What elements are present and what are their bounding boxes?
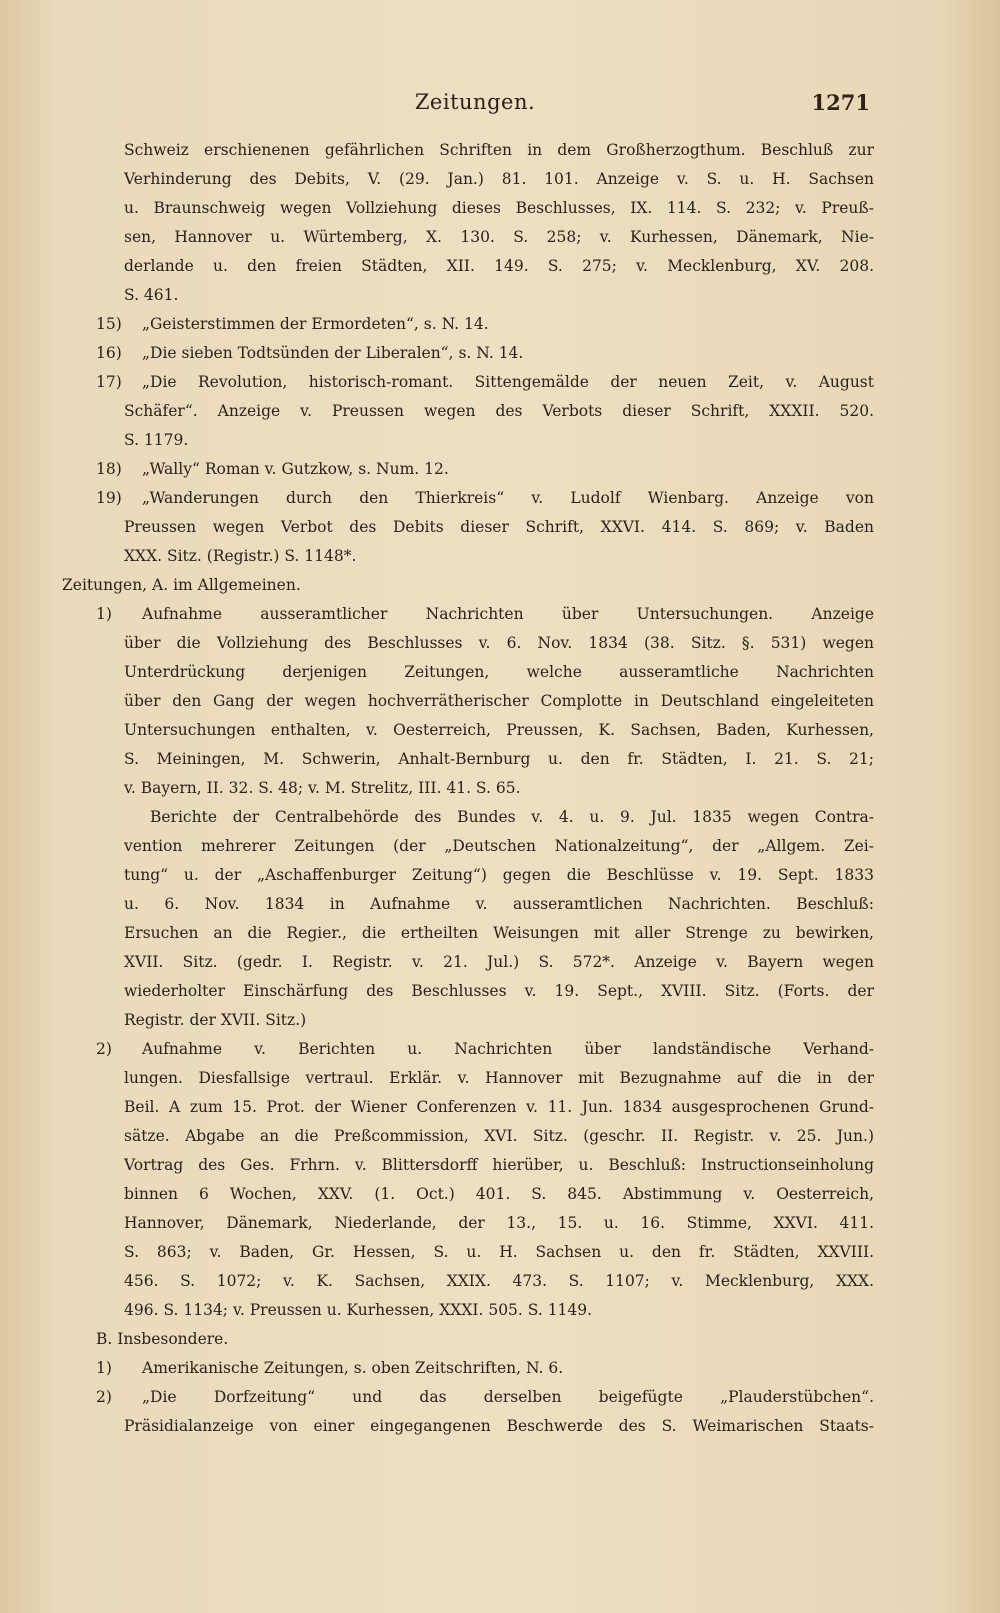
line-text: Beil. A zum 15. Prot. der Wiener Conferenzen v. 11. Jun. 1834 ausgesprochenen Grund- xyxy=(124,1098,874,1116)
entry-number: 1) xyxy=(96,605,112,623)
text-line xyxy=(62,1180,874,1209)
text-line xyxy=(62,600,874,629)
line-text: Vortrag des Ges. Frhrn. v. Blittersdorff hierüber, u. Beschluß: Instructionseinholung xyxy=(124,1156,874,1174)
line-text: über die Vollziehung des Beschlusses v. 6. Nov. 1834 (38. Sitz. §. 531) wegen xyxy=(124,634,874,652)
text-line xyxy=(62,194,874,223)
line-text: derlande u. den freien Städten, XII. 149. S. 275; v. Mecklenburg, XV. 208. xyxy=(124,257,874,275)
line-text: 456. S. 1072; v. K. Sachsen, XXIX. 473. S. 1107; v. Mecklenburg, XXX. xyxy=(124,1272,874,1290)
line-text: XVII. Sitz. (gedr. I. Registr. v. 21. Jul.) S. 572*. Anzeige v. Bayern wegen xyxy=(124,953,874,971)
text-line xyxy=(62,1209,874,1238)
line-text: Ersuchen an die Regier., die ertheilten Weisungen mit aller Strenge zu bewirken, xyxy=(124,924,874,942)
text-line xyxy=(62,1354,874,1383)
line-text: Schweiz erschienenen gefährlichen Schriften in dem Großherzogthum. Beschluß zur xyxy=(124,141,874,159)
line-text: S. 461. xyxy=(124,286,179,304)
text-line xyxy=(62,136,874,165)
text-line xyxy=(62,484,874,513)
page-number: 1271 xyxy=(811,90,870,115)
entry-number: 19) xyxy=(96,489,122,507)
text-line xyxy=(62,977,874,1006)
text-line xyxy=(62,281,874,310)
text-line xyxy=(62,571,874,600)
text-line xyxy=(62,890,874,919)
line-text: Registr. der XVII. Sitz.) xyxy=(124,1011,307,1029)
text-line xyxy=(62,1064,874,1093)
text-line xyxy=(62,861,874,890)
text-line xyxy=(62,1122,874,1151)
line-text: „Wanderungen durch den Thierkreis“ v. Ludolf Wienbarg. Anzeige von xyxy=(142,489,874,507)
line-text: binnen 6 Wochen, XXV. (1. Oct.) 401. S. 845. Abstimmung v. Oesterreich, xyxy=(124,1185,874,1203)
text-line xyxy=(62,1267,874,1296)
line-text: 496. S. 1134; v. Preussen u. Kurhessen, XXXI. 505. S. 1149. xyxy=(124,1301,593,1319)
line-text: wiederholter Einschärfung des Beschlusses v. 19. Sept., XVIII. Sitz. (Forts. der xyxy=(124,982,874,1000)
entry-number: 1) xyxy=(96,1359,112,1377)
running-title: Zeitungen. xyxy=(414,90,536,114)
entry-number: 2) xyxy=(96,1388,112,1406)
text-line xyxy=(62,774,874,803)
line-text: „Wally“ Roman v. Gutzkow, s. Num. 12. xyxy=(142,460,449,478)
entry-number: 16) xyxy=(96,344,122,362)
text-line xyxy=(62,165,874,194)
text-line xyxy=(62,252,874,281)
entry-number: 2) xyxy=(96,1040,112,1058)
line-text: Amerikanische Zeitungen, s. oben Zeitschriften, N. 6. xyxy=(142,1359,564,1377)
line-text: sen, Hannover u. Würtemberg, X. 130. S. 258; v. Kurhessen, Dänemark, Nie- xyxy=(124,228,874,246)
text-line xyxy=(62,455,874,484)
line-text: „Geisterstimmen der Ermordeten“, s. N. 14. xyxy=(142,315,489,333)
text-line xyxy=(62,368,874,397)
text-line xyxy=(62,919,874,948)
line-text: Präsidialanzeige von einer eingegangenen Beschwerde des S. Weimarischen Staats- xyxy=(124,1417,874,1435)
line-text: Berichte der Centralbehörde des Bundes v. 4. u. 9. Jul. 1835 wegen Contra- xyxy=(150,808,874,826)
text-line xyxy=(62,426,874,455)
line-text: Verhinderung des Debits, V. (29. Jan.) 81. 101. Anzeige v. S. u. H. Sachsen xyxy=(124,170,874,188)
text-line xyxy=(62,223,874,252)
text-line xyxy=(62,687,874,716)
line-text: „Die Revolution, historisch-romant. Sittengemälde der neuen Zeit, v. August xyxy=(142,373,874,391)
text-line xyxy=(62,1006,874,1035)
entry-number: 15) xyxy=(96,315,122,333)
text-line xyxy=(62,803,874,832)
text-line xyxy=(62,1035,874,1064)
text-line xyxy=(62,629,874,658)
line-text: sätze. Abgabe an die Preßcommission, XVI. Sitz. (geschr. II. Registr. v. 25. Jun.) xyxy=(124,1127,874,1145)
text-line xyxy=(62,745,874,774)
index-entries xyxy=(62,136,874,1441)
line-text: S. Meiningen, M. Schwerin, Anhalt-Bernburg u. den fr. Städten, I. 21. S. 21; xyxy=(124,750,874,768)
line-text: tung“ u. der „Aschaffenburger Zeitung“) gegen die Beschlüsse v. 19. Sept. 1833 xyxy=(124,866,874,884)
line-text: S. 1179. xyxy=(124,431,189,449)
line-text: Zeitungen, A. im Allgemeinen. xyxy=(62,576,301,594)
line-text: über den Gang der wegen hochverrätherischer Complotte in Deutschland eingeleiteten xyxy=(124,692,874,710)
line-text: Unterdrückung derjenigen Zeitungen, welche ausseramtliche Nachrichten xyxy=(124,663,874,681)
text-line xyxy=(62,948,874,977)
line-text: Aufnahme v. Berichten u. Nachrichten über landständische Verhand- xyxy=(142,1040,874,1058)
line-text: Preussen wegen Verbot des Debits dieser Schrift, XXVI. 414. S. 869; v. Baden xyxy=(124,518,874,536)
line-text: u. 6. Nov. 1834 in Aufnahme v. ausseramtlichen Nachrichten. Beschluß: xyxy=(124,895,874,913)
text-line xyxy=(62,513,874,542)
text-line xyxy=(62,1093,874,1122)
line-text: „Die sieben Todtsünden der Liberalen“, s. N. 14. xyxy=(142,344,524,362)
line-text: u. Braunschweig wegen Vollziehung dieses Beschlusses, IX. 114. S. 232; v. Preuß- xyxy=(124,199,874,217)
entry-number: 18) xyxy=(96,460,122,478)
line-text: vention mehrerer Zeitungen (der „Deutschen Nationalzeitung“, der „Allgem. Zei- xyxy=(124,837,874,855)
text-line xyxy=(62,832,874,861)
line-text: Schäfer“. Anzeige v. Preussen wegen des Verbots dieser Schrift, XXXII. 520. xyxy=(124,402,874,420)
text-line xyxy=(62,339,874,368)
line-text: Untersuchungen enthalten, v. Oesterreich, Preussen, K. Sachsen, Baden, Kurhessen, xyxy=(124,721,874,739)
entry-number: 17) xyxy=(96,373,122,391)
text-line xyxy=(62,1296,874,1325)
text-line xyxy=(62,542,874,571)
text-line xyxy=(62,397,874,426)
line-text: XXX. Sitz. (Registr.) S. 1148*. xyxy=(124,547,357,565)
line-text: „Die Dorfzeitung“ und das derselben beigefügte „Plauderstübchen“. xyxy=(142,1388,874,1406)
line-text: B. Insbesondere. xyxy=(96,1330,229,1348)
text-line xyxy=(62,1325,874,1354)
line-text: S. 863; v. Baden, Gr. Hessen, S. u. H. Sachsen u. den fr. Städten, XXVIII. xyxy=(124,1243,874,1261)
text-line xyxy=(62,716,874,745)
text-line xyxy=(62,1383,874,1412)
text-line xyxy=(62,310,874,339)
line-text: Hannover, Dänemark, Niederlande, der 13., 15. u. 16. Stimme, XXVI. 411. xyxy=(124,1214,874,1232)
text-line xyxy=(62,1412,874,1441)
line-text: v. Bayern, II. 32. S. 48; v. M. Strelitz, III. 41. S. 65. xyxy=(124,779,521,797)
text-line xyxy=(62,1238,874,1267)
line-text: lungen. Diesfallsige vertraul. Erklär. v. Hannover mit Bezugnahme auf die in der xyxy=(124,1069,874,1087)
page-header xyxy=(80,88,870,122)
line-text: Aufnahme ausseramtlicher Nachrichten über Untersuchungen. Anzeige xyxy=(142,605,874,623)
text-line xyxy=(62,1151,874,1180)
text-line xyxy=(62,658,874,687)
